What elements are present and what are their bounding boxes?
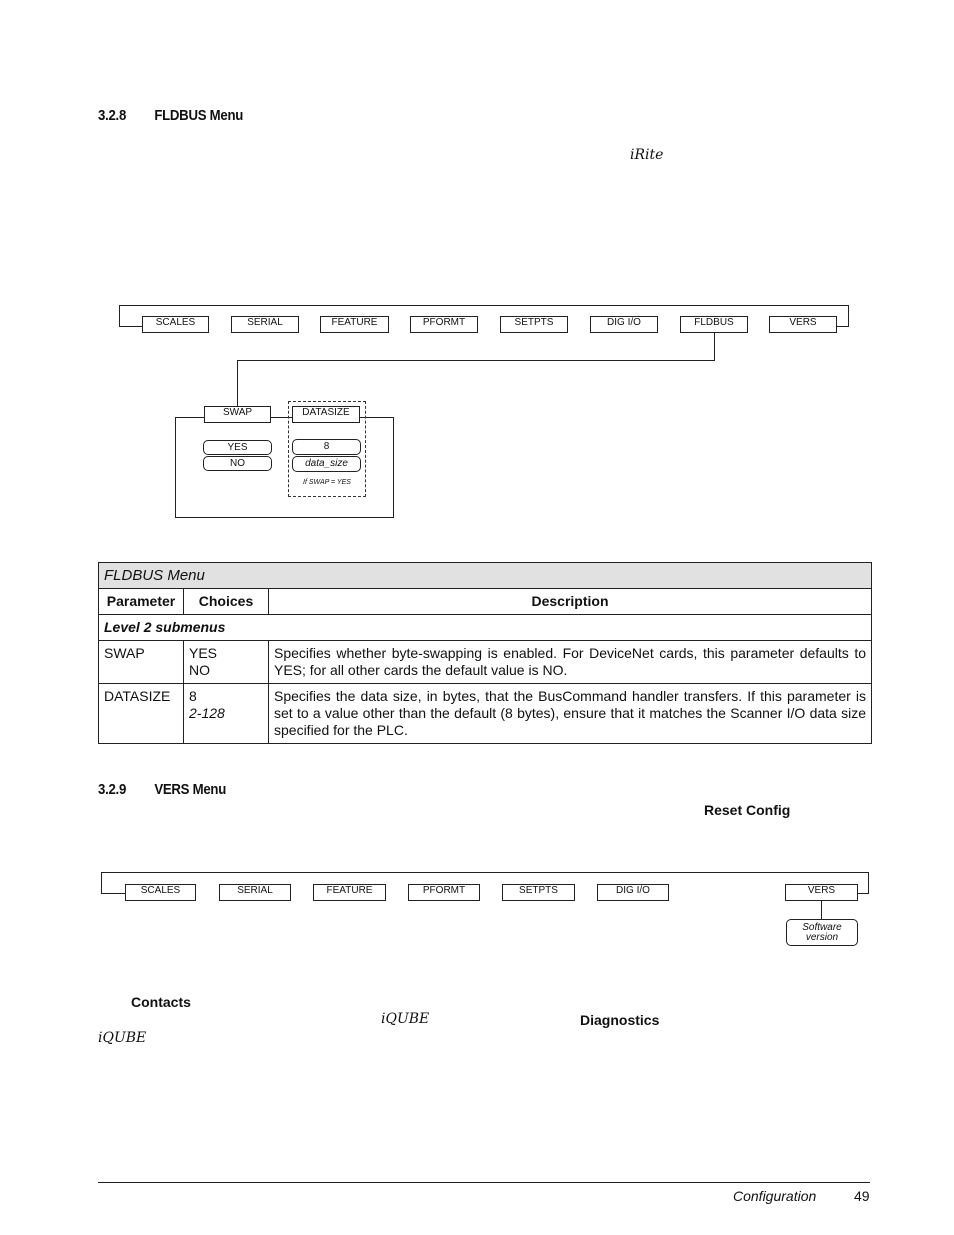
software-version-box xyxy=(786,919,858,946)
irite-word: iRite xyxy=(630,147,664,163)
menu-item-vers: VERS xyxy=(785,884,858,901)
swap-choice-no: NO xyxy=(203,456,272,471)
row-description: Specifies whether byte-swapping is enabled. For DeviceNet cards, this parameter defaults to YES; for all other cards the default value is NO. xyxy=(269,641,872,684)
row-param: DATASIZE xyxy=(99,684,184,744)
row-choices xyxy=(184,641,269,684)
header-description: Description xyxy=(269,589,872,615)
footer-page-number: 49 xyxy=(854,1188,870,1204)
choice-value: 8 xyxy=(189,688,197,704)
section-heading-fldbus xyxy=(98,107,327,127)
section-number: 3.2.8 xyxy=(98,107,127,124)
diagnostics-label: Diagnostics xyxy=(580,1012,660,1028)
menu-item-fldbus: FLDBUS xyxy=(680,316,748,333)
menu-item-setpts: SETPTS xyxy=(502,884,575,901)
section-number: 3.2.9 xyxy=(98,781,127,798)
software-label: Software xyxy=(802,922,842,933)
menu-item-dig-io: DIG I/O xyxy=(597,884,669,901)
menu-item-scales: SCALES xyxy=(142,316,209,333)
menu-item-feature: FEATURE xyxy=(313,884,386,901)
table-row xyxy=(99,684,872,744)
row-description: Specifies the data size, in bytes, that the BusCommand handler transfers. If this parameter is set to a value other than the default (8 bytes), ensure that it matches the Scanner I/O data size specified for the PLC. xyxy=(269,684,872,744)
table-title: FLDBUS Menu xyxy=(99,563,872,589)
menu-item-setpts: SETPTS xyxy=(500,316,568,333)
datasize-default: 8 xyxy=(292,439,361,455)
version-label: version xyxy=(805,932,839,943)
fldbus-parameter-table xyxy=(98,562,872,744)
footer-section: Configuration xyxy=(733,1188,817,1204)
menu-item-dig-io: DIG I/O xyxy=(590,316,658,333)
swap-choice-yes: YES xyxy=(203,440,272,455)
choice-value: NO xyxy=(189,662,210,678)
row-param: SWAP xyxy=(99,641,184,684)
header-choices: Choices xyxy=(184,589,269,615)
choice-value: YES xyxy=(189,645,218,661)
contacts-label: Contacts xyxy=(131,994,191,1010)
iqube-word: iQUBE xyxy=(381,1011,430,1027)
datasize-param: data_size xyxy=(292,456,361,472)
submenu-swap: SWAP xyxy=(204,406,271,423)
choice-range: 2-128 xyxy=(189,705,225,721)
table-row xyxy=(99,641,872,684)
iqube-word-2: iQUBE xyxy=(98,1030,147,1046)
datasize-note: If SWAP = YES xyxy=(303,479,351,486)
section-heading-vers xyxy=(98,781,327,801)
menu-item-serial: SERIAL xyxy=(219,884,291,901)
section-title: FLDBUS Menu xyxy=(154,107,244,124)
section-title: VERS Menu xyxy=(154,781,227,798)
menu-item-scales: SCALES xyxy=(125,884,196,901)
row-choices xyxy=(184,684,269,744)
footer-rule xyxy=(98,1182,870,1183)
menu-item-serial: SERIAL xyxy=(231,316,299,333)
header-parameter: Parameter xyxy=(99,589,184,615)
menu-item-pformt: PFORMT xyxy=(408,884,480,901)
table-subheader: Level 2 submenus xyxy=(99,615,872,641)
menu-item-pformt: PFORMT xyxy=(410,316,478,333)
submenu-datasize: DATASIZE xyxy=(292,406,360,423)
menu-item-feature: FEATURE xyxy=(320,316,389,333)
menu-item-vers: VERS xyxy=(769,316,837,333)
reset-config-label: Reset Config xyxy=(704,802,791,818)
